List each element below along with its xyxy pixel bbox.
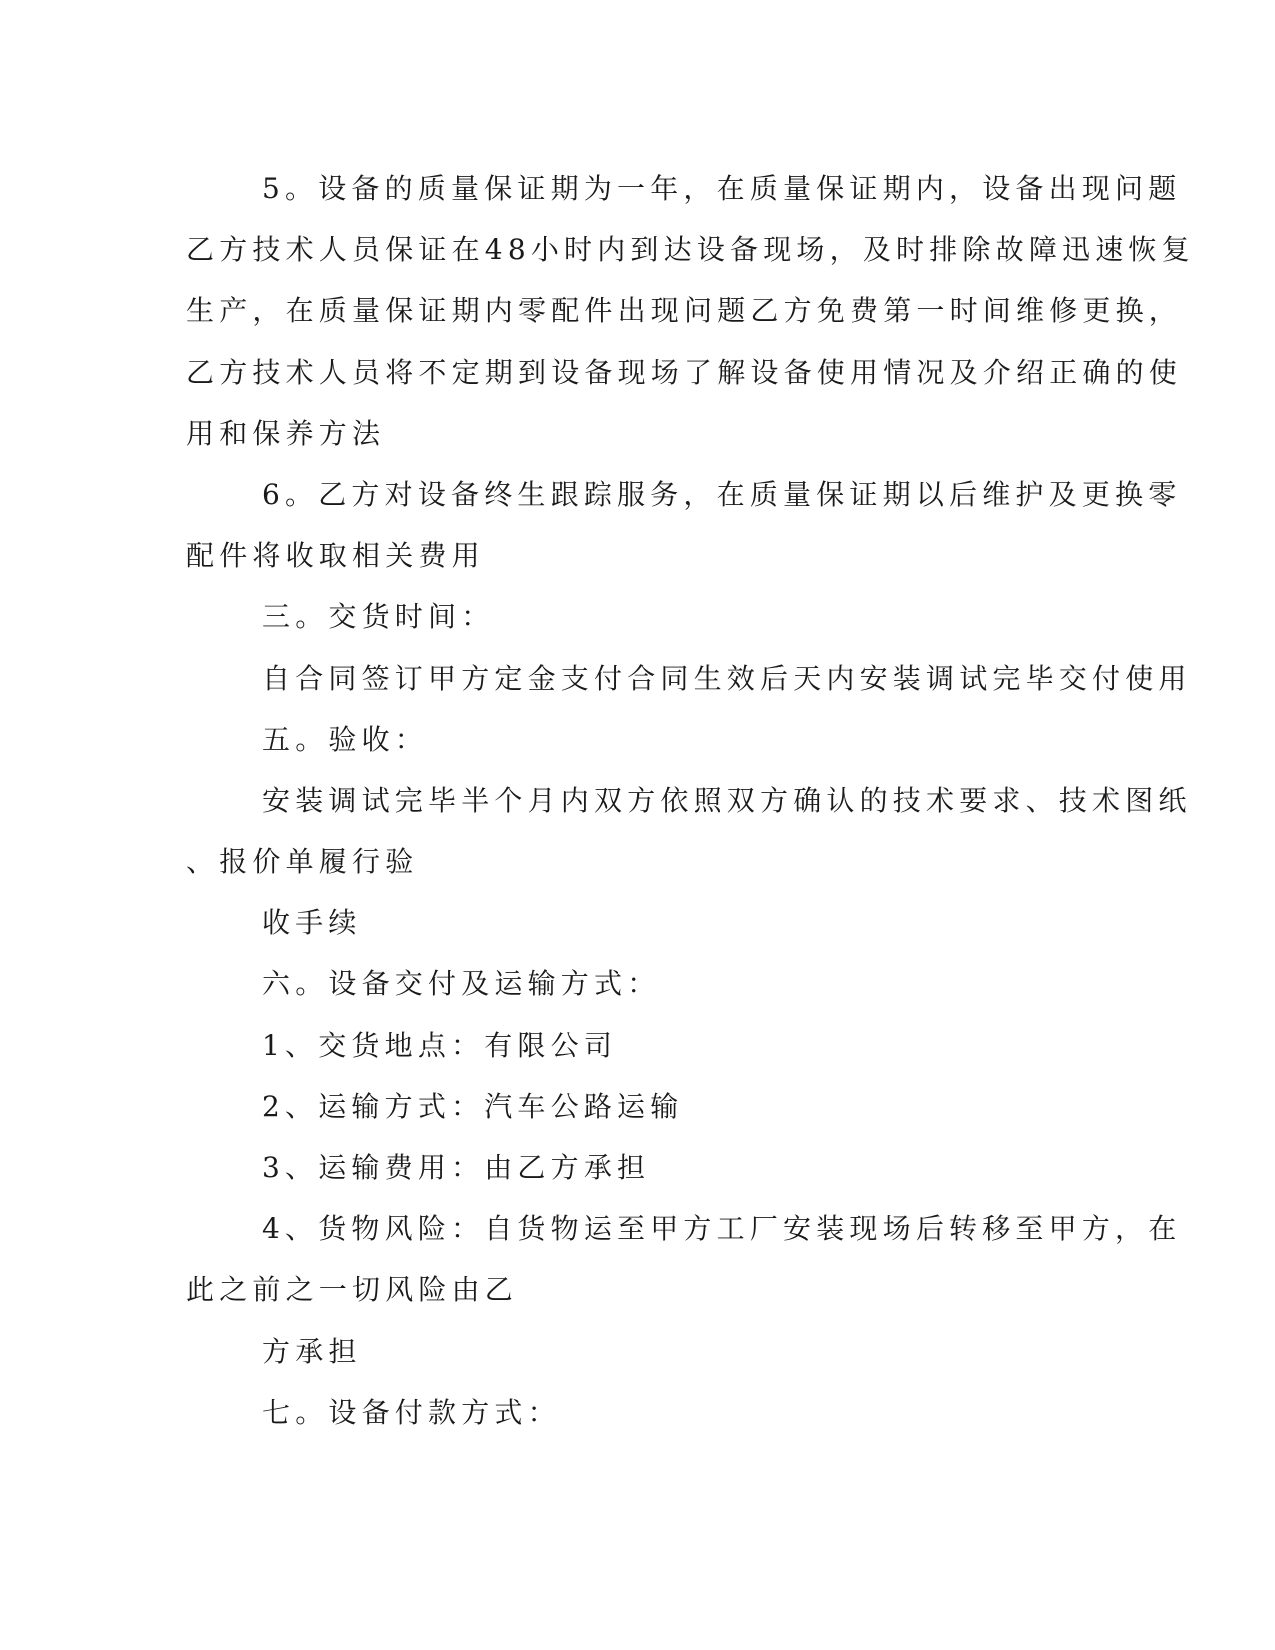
clause-5-line-2: 乙方技术人员保证在48小时内到达设备现场，及时排除故障迅速恢复: [186, 233, 1195, 267]
goods-risk-item-line-1: 4、货物风险：自货物运至甲方工厂安装现场后转移至甲方，在: [262, 1212, 1182, 1246]
acceptance-text-line-2: 、报价单履行验: [186, 845, 419, 879]
delivery-time-text: 自合同签订甲方定金支付合同生效后天内安装调试完毕交付使用: [262, 661, 1192, 695]
clause-6-line-2: 配件将收取相关费用: [186, 539, 485, 573]
acceptance-text-line-1: 安装调试完毕半个月内双方依照双方确认的技术要求、技术图纸: [262, 783, 1192, 817]
delivery-location-item: 1、交货地点：有限公司: [262, 1028, 618, 1062]
clause-5-line-5: 用和保养方法: [186, 416, 386, 450]
clause-5-line-4: 乙方技术人员将不定期到设备现场了解设备使用情况及介绍正确的使: [186, 355, 1183, 389]
goods-risk-item-line-3: 方承担: [262, 1334, 362, 1368]
transport-cost-item: 3、运输费用：由乙方承担: [262, 1151, 651, 1184]
clause-5-line-3: 生产，在质量保证期内零配件出现问题乙方免费第一时间维修更换，: [186, 294, 1183, 328]
document-body: [186, 158, 1195, 1443]
section-payment-heading: 七。设备付款方式：: [262, 1395, 561, 1429]
clause-5-line-1: 5。设备的质量保证期为一年，在质量保证期内，设备出现问题: [262, 172, 1182, 205]
section-acceptance-heading: 五。验收：: [262, 722, 429, 756]
clause-6-line-1: 6。乙方对设备终生跟踪服务，在质量保证期以后维护及更换零: [262, 477, 1182, 511]
section-delivery-transport-heading: 六。设备交付及运输方式：: [262, 967, 661, 1001]
transport-method-item: 2、运输方式：汽车公路运输: [262, 1089, 684, 1123]
acceptance-text-line-3: 收手续: [262, 906, 362, 940]
section-delivery-time-heading: 三。交货时间：: [262, 600, 495, 634]
goods-risk-item-line-2: 此之前之一切风险由乙: [186, 1273, 519, 1307]
